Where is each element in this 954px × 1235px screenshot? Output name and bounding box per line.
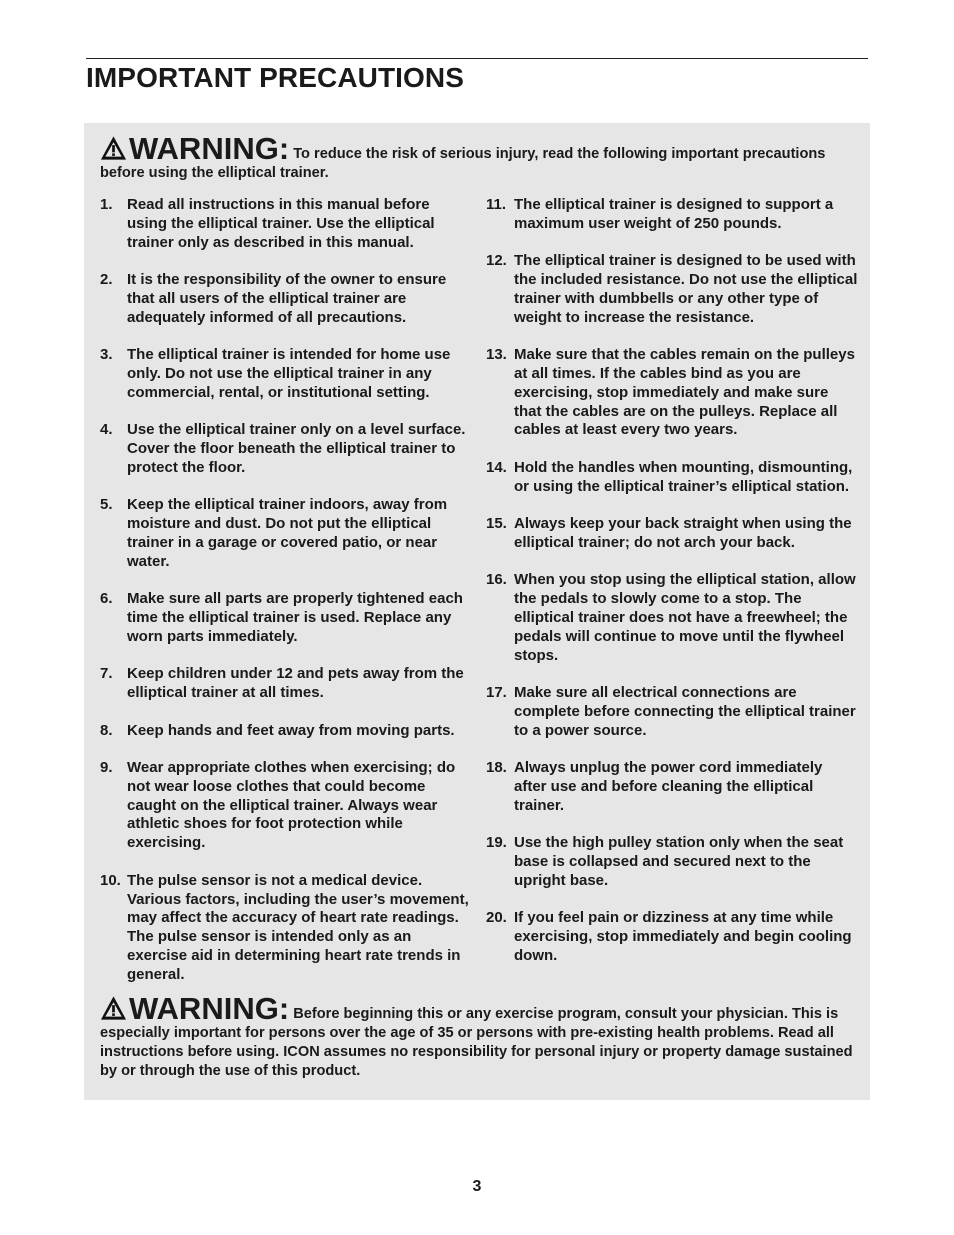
precaution-text: Use the elliptical trainer only on a level surface. Cover the floor beneath the elliptical trainer to protect the floor. [127, 421, 466, 476]
precaution-item [486, 346, 858, 440]
page-number: 3 [472, 1178, 482, 1195]
precaution-item [100, 271, 472, 327]
precaution-text: The pulse sensor is not a medical device. Various factors, including the user’s movement, may affect the accuracy of heart rate readings. The pulse sensor is intended only as an exercise aid in determining heart rate trends in general. [127, 871, 469, 983]
precaution-item [486, 459, 858, 497]
precaution-item [100, 722, 472, 741]
precaution-item [486, 834, 858, 890]
precaution-number: 12. [486, 252, 507, 270]
precaution-item [100, 872, 472, 985]
precaution-item [486, 196, 858, 234]
precaution-item [100, 421, 472, 477]
precaution-text: Always keep your back straight when using the elliptical trainer; do not arch your back. [514, 515, 852, 551]
precaution-text: Hold the handles when mounting, dismounting, or using the elliptical trainer’s elliptical station. [514, 458, 853, 495]
precaution-number: 20. [486, 909, 507, 927]
precaution-item [486, 515, 858, 553]
precaution-item [486, 684, 858, 740]
precaution-number: 13. [486, 346, 507, 364]
warning-label: WARNING: [129, 991, 290, 1026]
precaution-text: When you stop using the elliptical station, allow the pedals to slowly come to a stop. The elliptical trainer does not have a freewheel; the pedals will continue to move until the flywheel stops. [514, 571, 856, 664]
precaution-item [486, 759, 858, 815]
precaution-number: 14. [486, 458, 507, 476]
warning-triangle-icon [100, 135, 127, 161]
precaution-item [100, 665, 472, 703]
top-divider [86, 58, 868, 59]
warning-box [84, 123, 870, 1100]
precaution-text: Wear appropriate clothes when exercising; do not wear loose clothes that could become caught on the elliptical trainer. Always wear athletic shoes for foot protection while exercising. [127, 759, 456, 852]
precaution-number: 15. [486, 515, 507, 533]
precaution-number: 5. [100, 496, 113, 514]
precaution-text: Keep hands and feet away from moving parts. [127, 721, 455, 739]
precaution-number: 9. [100, 759, 113, 777]
precaution-number: 10. [100, 871, 121, 889]
precaution-number: 4. [100, 421, 113, 439]
precaution-item [486, 252, 858, 327]
precaution-text: The elliptical trainer is designed to be used with the included resistance. Do not use the elliptical trainer with dumbbells or any other type of weight to increase the resistance. [514, 252, 858, 326]
precaution-text: It is the responsibility of the owner to ensure that all users of the elliptical trainer are adequately informed of all precautions. [127, 271, 447, 326]
warning-text: Before beginning this or any exercise program, consult your physician. This is especially important for persons over the age of 35 or persons with pre-existing health problems. Read all instructions before using. ICON assumes no responsibility for personal injury or property damage sustained by or through the use of this product. [100, 1006, 853, 1079]
precaution-number: 6. [100, 590, 113, 608]
precaution-number: 11. [486, 196, 507, 213]
precaution-text: Use the high pulley station only when the seat base is collapsed and secured next to the upright base. [514, 834, 844, 889]
precaution-text: Always unplug the power cord immediately after use and before cleaning the elliptical trainer. [514, 759, 823, 814]
warning-label: WARNING: [129, 131, 290, 166]
precautions-left-column [100, 196, 472, 1003]
precaution-item [486, 909, 858, 965]
precaution-item [100, 590, 472, 646]
precaution-item [100, 196, 472, 252]
precaution-item [486, 571, 858, 665]
precaution-text: If you feel pain or dizziness at any time while exercising, stop immediately and begin cooling down. [514, 909, 852, 964]
precaution-number: 17. [486, 684, 507, 702]
warning-bottom [100, 991, 860, 1081]
precaution-number: 19. [486, 834, 507, 852]
precaution-number: 16. [486, 571, 507, 589]
precaution-text: Keep children under 12 and pets away from the elliptical trainer at all times. [127, 665, 464, 702]
precaution-item [100, 496, 472, 571]
warning-text: To reduce the risk of serious injury, read the following important precautions before using the elliptical trainer. [100, 146, 826, 181]
warning-top [100, 131, 860, 183]
precaution-item [100, 759, 472, 853]
precaution-number: 18. [486, 759, 507, 777]
page-title: IMPORTANT PRECAUTIONS [86, 62, 465, 93]
precaution-text: Make sure all electrical connections are complete before connecting the elliptical trainer to a power source. [514, 684, 856, 739]
precaution-text: Keep the elliptical trainer indoors, away from moisture and dust. Do not put the elliptical trainer in a garage or covered patio, or near water. [127, 496, 448, 570]
precaution-text: Make sure that the cables remain on the pulleys at all times. If the cables bind as you are exercising, stop immediately and make sure that the cables are on the pulleys. Replace all cables at least every two years. [514, 346, 855, 439]
precaution-text: Read all instructions in this manual before using the elliptical trainer. Use the elliptical trainer only as described in this manual. [127, 196, 435, 251]
precaution-number: 8. [100, 721, 113, 739]
precaution-number: 1. [100, 196, 113, 213]
precautions-right-column [486, 196, 858, 984]
precaution-text: The elliptical trainer is designed to support a maximum user weight of 250 pounds. [514, 196, 834, 232]
precaution-item [100, 346, 472, 402]
warning-triangle-icon [100, 995, 127, 1021]
precaution-text: The elliptical trainer is intended for home use only. Do not use the elliptical trainer in any commercial, rental, or institutional setting. [127, 346, 451, 401]
precaution-number: 3. [100, 346, 113, 364]
precaution-number: 2. [100, 271, 113, 289]
precaution-text: Make sure all parts are properly tightened each time the elliptical trainer is used. Replace any worn parts immediately. [127, 590, 463, 645]
precaution-number: 7. [100, 665, 113, 683]
